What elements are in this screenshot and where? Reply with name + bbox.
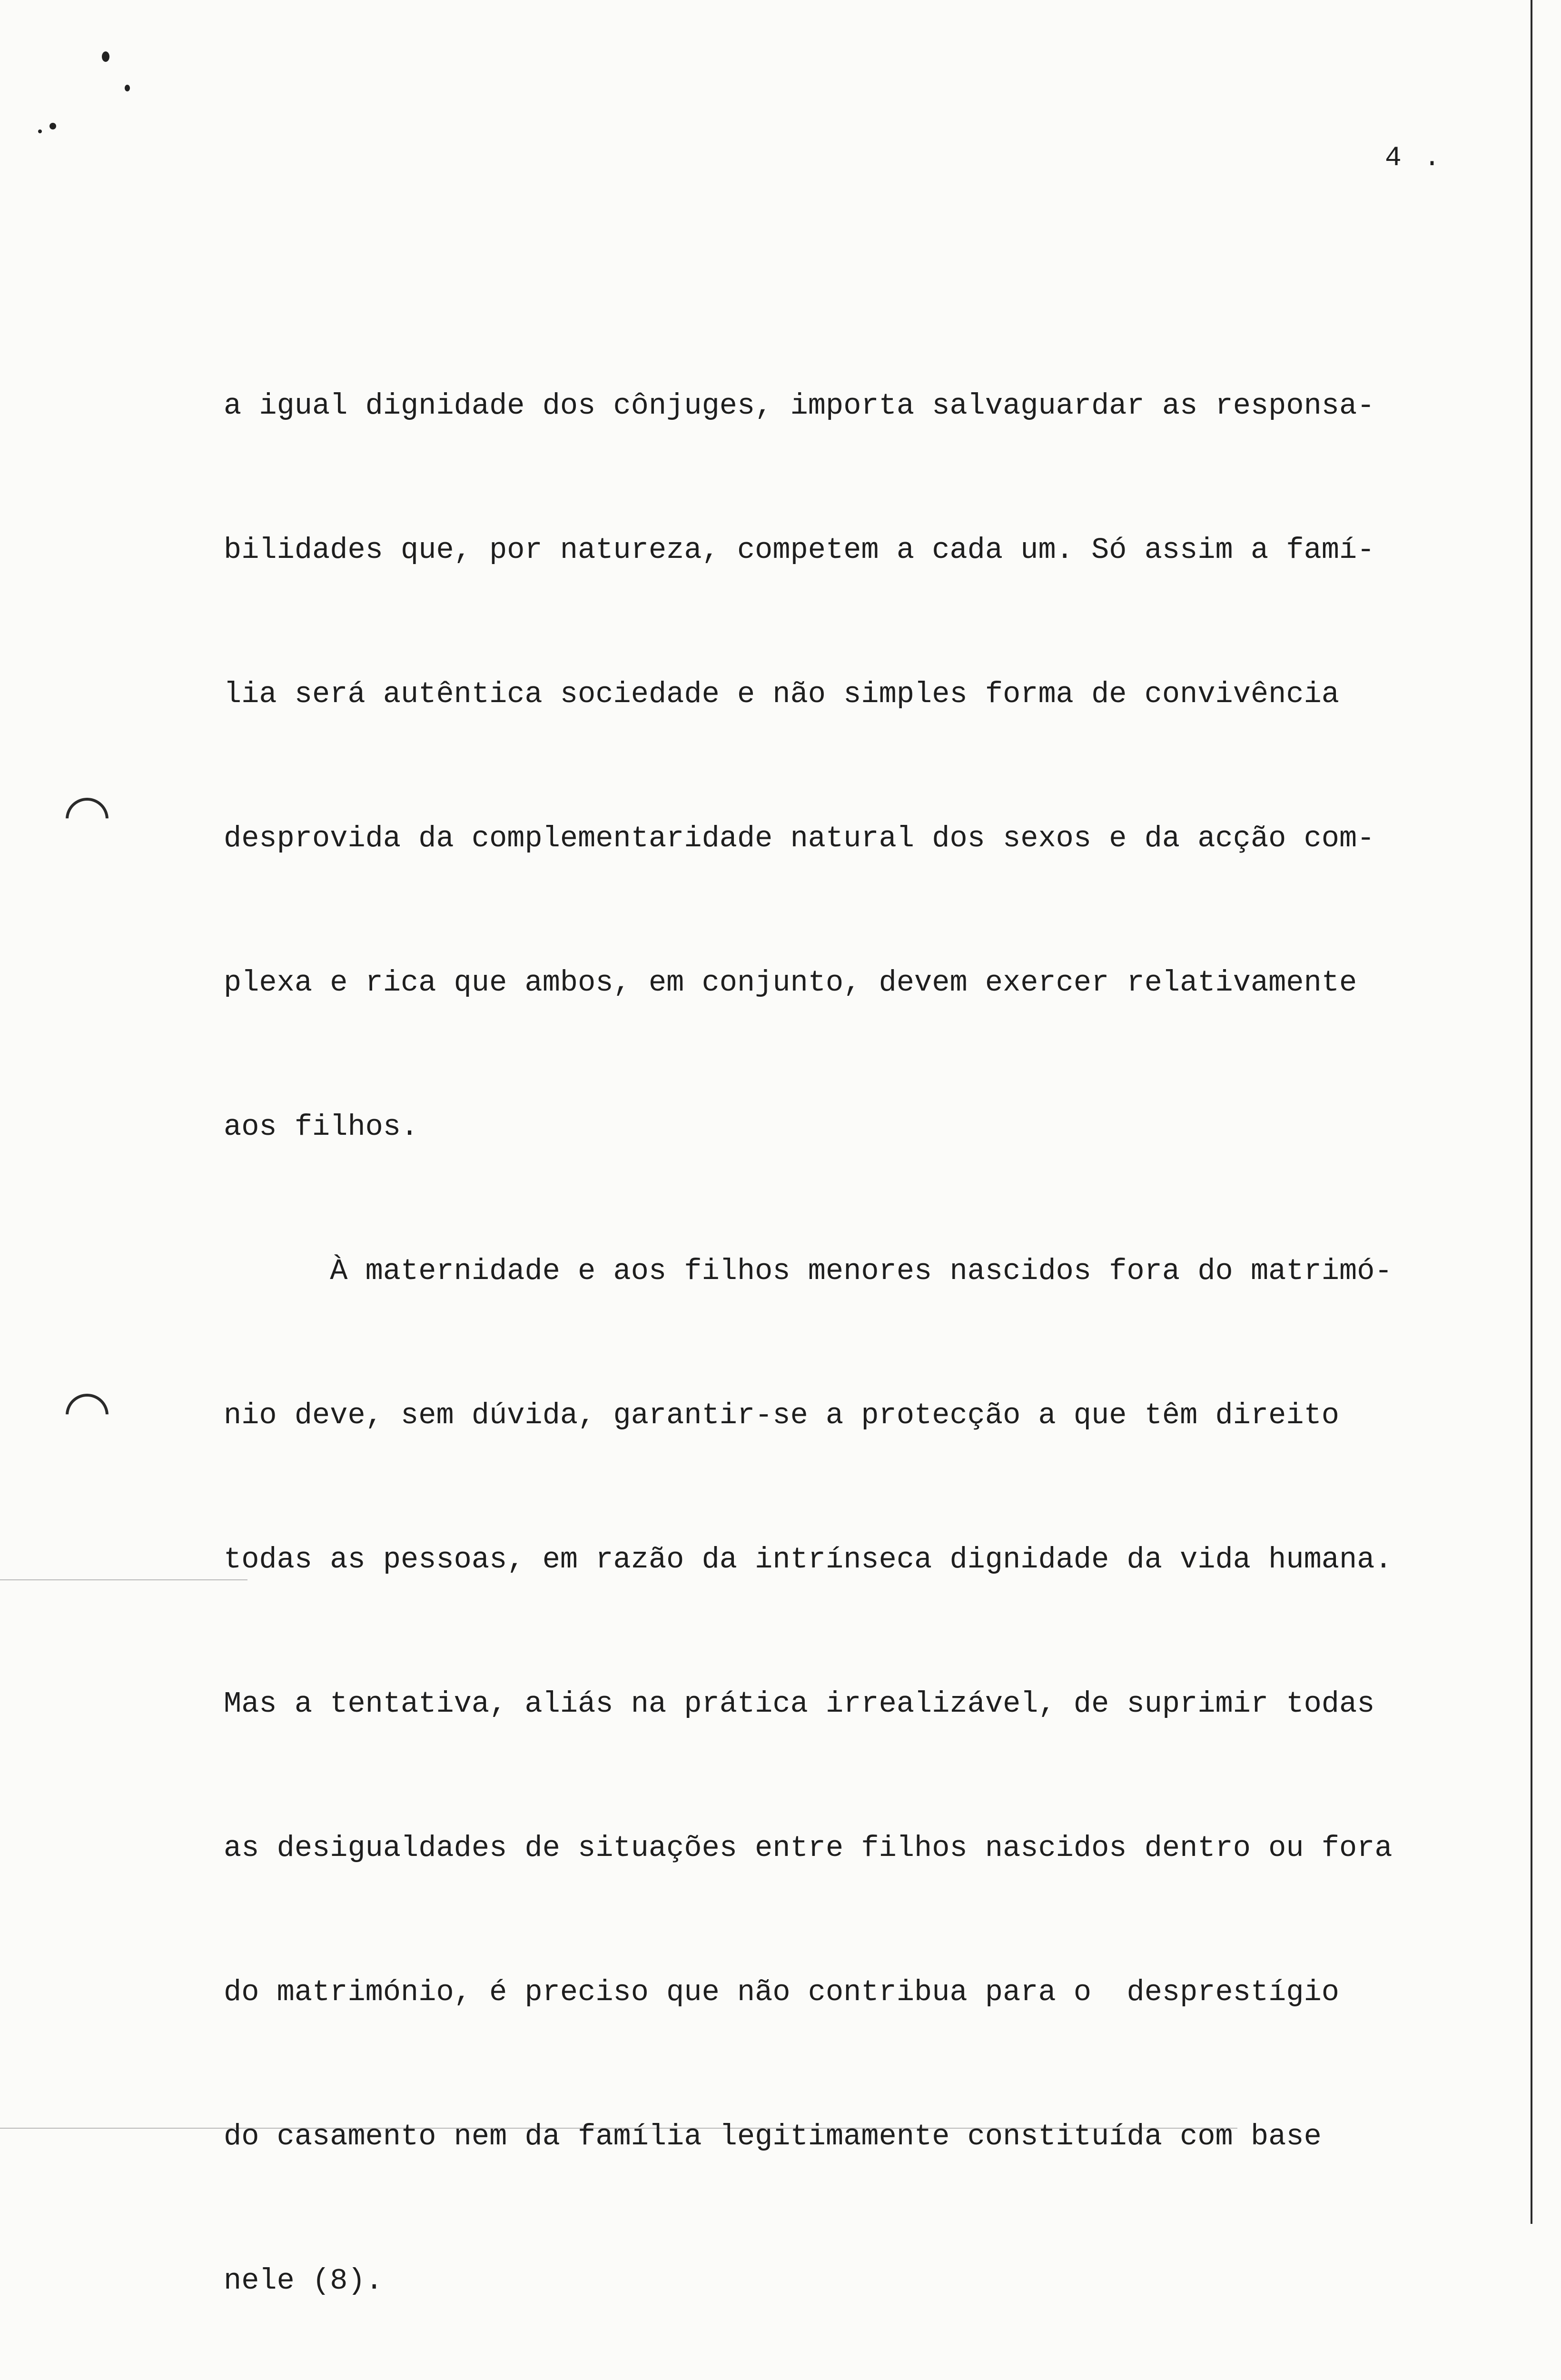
- text-line: aos filhos.: [224, 1110, 419, 1144]
- scan-speck: [38, 129, 42, 133]
- text-line: Mas a tentativa, aliás na prática irrealizável, de suprimir todas: [224, 1687, 1375, 1721]
- text-line: nele (8).: [224, 2264, 383, 2298]
- text-line: do matrimónio, é preciso que não contribua para o desprestígio: [224, 1975, 1339, 2009]
- text-line: do casamento nem da família legitimamente constituída com base: [224, 2120, 1322, 2153]
- page-number: 4 .: [1385, 143, 1443, 174]
- document-body: [224, 286, 1490, 2380]
- punch-hole-icon: [66, 1394, 109, 1437]
- text-line: desprovida da complementaridade natural dos sexos e da acção com-: [224, 822, 1375, 855]
- text-line: todas as pessoas, em razão da intrínseca dignidade da vida humana.: [224, 1543, 1393, 1577]
- text-line: bilidades que, por natureza, competem a cada um. Só assim a famí-: [224, 533, 1375, 567]
- page-edge-line: [1531, 0, 1532, 2224]
- text-line: plexa e rica que ambos, em conjunto, devem exercer relativamente: [224, 966, 1357, 1000]
- text-line: a igual dignidade dos cônjuges, importa salvaguardar as responsa-: [224, 389, 1375, 423]
- text-line: as desigualdades de situações entre filhos nascidos dentro ou fora: [224, 1831, 1393, 1865]
- scan-artifact-line: [0, 1579, 247, 1580]
- text-line: nio deve, sem dúvida, garantir-se a protecção a que têm direito: [224, 1398, 1339, 1432]
- text-line: À maternidade e aos filhos menores nascidos fora do matrimó-: [224, 1254, 1393, 1288]
- scan-speck: [125, 85, 130, 91]
- scan-speck: [102, 51, 109, 62]
- punch-hole-icon: [66, 798, 109, 841]
- text-line: lia será autêntica sociedade e não simples forma de convivência: [224, 677, 1339, 711]
- scan-speck: [49, 123, 56, 129]
